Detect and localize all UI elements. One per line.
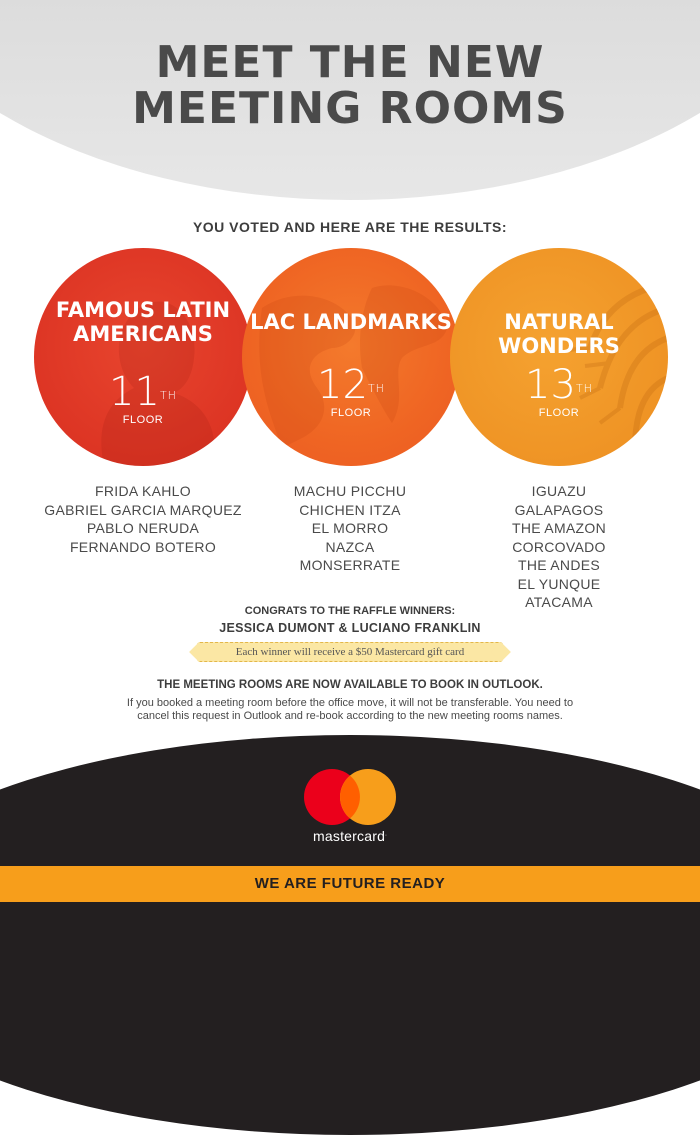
tagline-bar	[0, 866, 700, 902]
portrait-silhouette-icon	[34, 248, 252, 466]
room-name: NAZCA	[325, 538, 375, 555]
room-name: PABLO NERUDA	[86, 520, 200, 536]
theme-circle-natural-wonders	[450, 248, 668, 466]
raffle-heading: CONGRATS TO THE RAFFLE WINNERS:	[244, 605, 456, 617]
room-name: IGUAZU	[531, 483, 587, 499]
gift-card-text: Each winner will receive a $50 Mastercard gift card	[235, 646, 465, 658]
booking-body: If you booked a meeting room before the office move, it will not be transferable. You need to cancel this request in Outlook and re-book according to the new meeting rooms names.	[126, 697, 574, 722]
raffle-winners: JESSICA DUMONT & LUCIANO FRANKLIN	[219, 621, 481, 635]
map-silhouette-icon	[242, 248, 460, 466]
room-name: GABRIEL GARCIA MARQUEZ	[44, 501, 242, 518]
mastercard-wordmark: mastercard.	[313, 828, 387, 844]
page-title-line-2: MEETING ROOMS	[132, 83, 568, 134]
theme-circle-lac-landmarks	[242, 248, 460, 466]
mastercard-logo-icon	[303, 768, 397, 826]
theme-title: NATURAL WONDERS	[498, 310, 620, 358]
room-name: MACHU PICCHU	[293, 483, 407, 499]
room-list-13th-floor	[444, 482, 674, 612]
floor-number: 13TH	[525, 362, 593, 408]
room-name: CHICHEN ITZA	[299, 501, 401, 518]
floor-label: FLOOR	[122, 414, 164, 426]
room-name: EL MORRO	[311, 520, 389, 536]
theme-circle-famous-latin-americans	[34, 248, 252, 466]
room-name: MONSERRATE	[299, 557, 401, 573]
gift-card-banner	[197, 642, 503, 662]
booking-heading: THE MEETING ROOMS ARE NOW AVAILABLE TO BOOK IN OUTLOOK.	[157, 679, 543, 691]
floor-number: 12TH	[317, 362, 385, 408]
floor-number: 11TH	[109, 369, 177, 415]
room-name: FERNANDO BOTERO	[69, 538, 217, 555]
room-name: CORCOVADO	[512, 538, 606, 555]
theme-title: FAMOUS LATIN AMERICANS	[55, 298, 231, 346]
room-name: FRIDA KAHLO	[95, 483, 191, 499]
room-name: GALAPAGOS	[514, 501, 604, 518]
room-name: EL YUNQUE	[517, 575, 601, 592]
room-list-11th-floor	[28, 482, 258, 556]
page-title	[0, 37, 700, 134]
page-title-line-1: MEET THE NEW	[155, 37, 545, 88]
tagline: WE ARE FUTURE READY	[254, 875, 446, 892]
theme-title: LAC LANDMARKS	[250, 310, 452, 334]
room-name: ATACAMA	[525, 594, 593, 610]
bottom-strip	[0, 902, 700, 936]
results-subtitle: YOU VOTED AND HERE ARE THE RESULTS:	[192, 219, 508, 235]
room-name: THE AMAZON	[511, 520, 606, 536]
floor-label: FLOOR	[538, 407, 580, 419]
room-name: THE ANDES	[517, 557, 601, 573]
floor-label: FLOOR	[330, 407, 372, 419]
room-list-12th-floor	[235, 482, 465, 575]
